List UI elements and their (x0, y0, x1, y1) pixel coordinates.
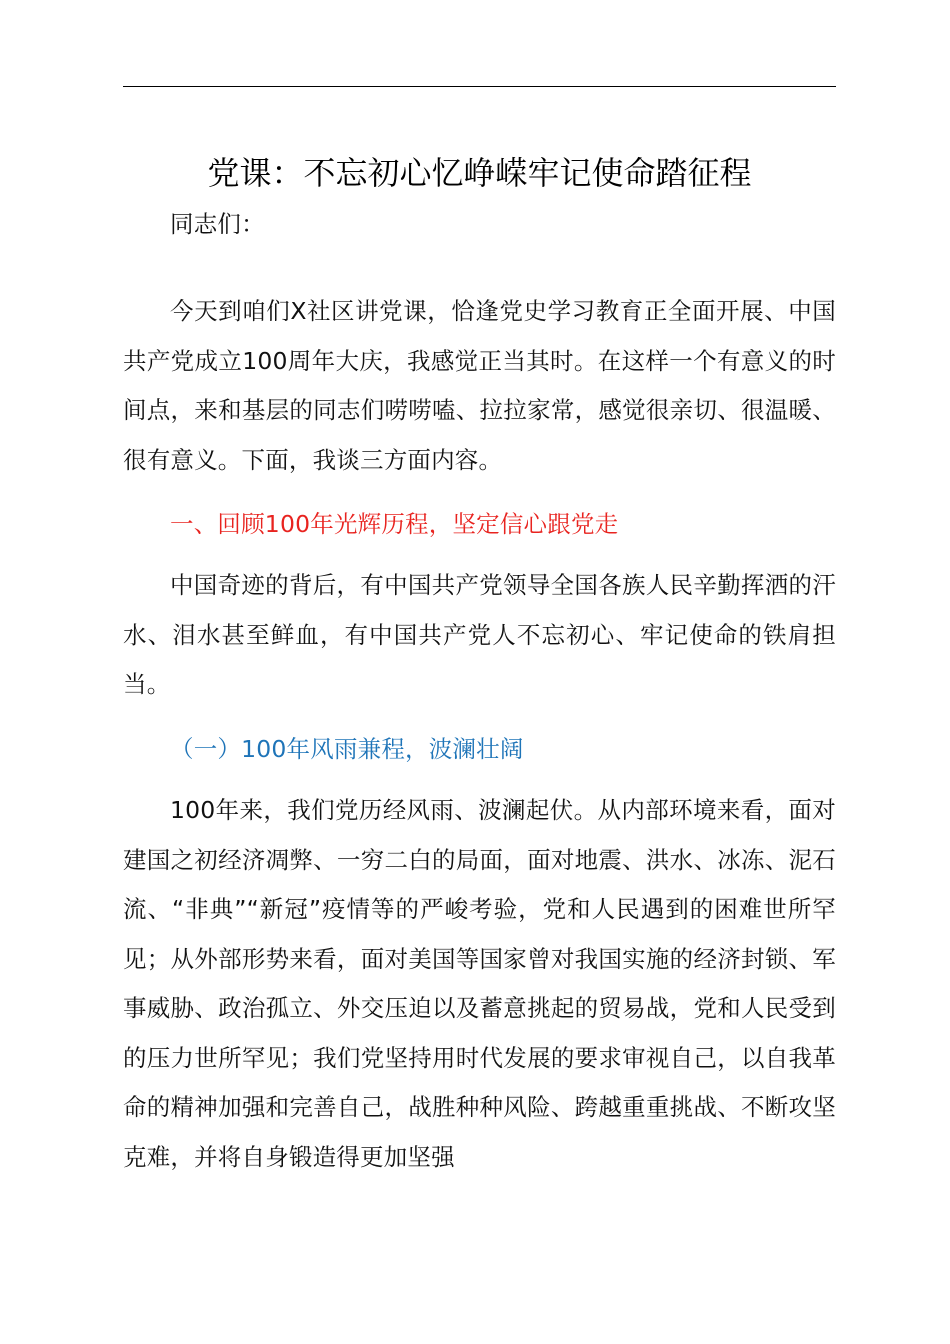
paragraph-intro: 今天到咱们X社区讲党课，恰逢党史学习教育正全面开展、中国共产党成立100周年大庆，我感觉正当其时。在这样一个有意义的时间点，来和基层的同志们唠唠嗑、拉拉家常，感觉很亲切、很温暖、很有意义。下面，我谈三方面内容。 (123, 297, 836, 474)
paragraph-3: 100年来，我们党历经风雨、波澜起伏。从内部环境来看，面对建国之初经济凋弊、一穷二白的局面，面对地震、洪水、冰冻、泥石流、“非典”“新冠”疫情等的严峻考验，党和人民遇到的困难世所罕见；从外部形势来看，面对美国等国家曾对我国实施的经济封锁、军事威胁、政治孤立、外交压迫以及蓄意挑起的贸易战，党和人民受到的压力世所罕见；我们党坚持用时代发展的要求审视自己，以自我革命的精神加强和完善自己，战胜种种风险、跨越重重挑战、不断攻坚克难，并将自身锻造得更加坚强 (123, 796, 836, 1171)
header-rule (123, 86, 836, 87)
paragraph-2: 中国奇迹的背后，有中国共产党领导全国各族人民辛勤挥洒的汗水、泪水甚至鲜血，有中国共产党人不忘初心、牢记使命的铁肩担当。 (123, 571, 836, 698)
document-title: 党课：不忘初心忆峥嵘牢记使命踏征程 (207, 154, 752, 192)
subsection-heading-1: （一）100年风雨兼程，波澜壮阔 (170, 735, 524, 763)
section-heading-1: 一、回顾100年光辉历程，坚定信心跟党走 (170, 510, 619, 538)
greeting: 同志们： (170, 210, 265, 238)
